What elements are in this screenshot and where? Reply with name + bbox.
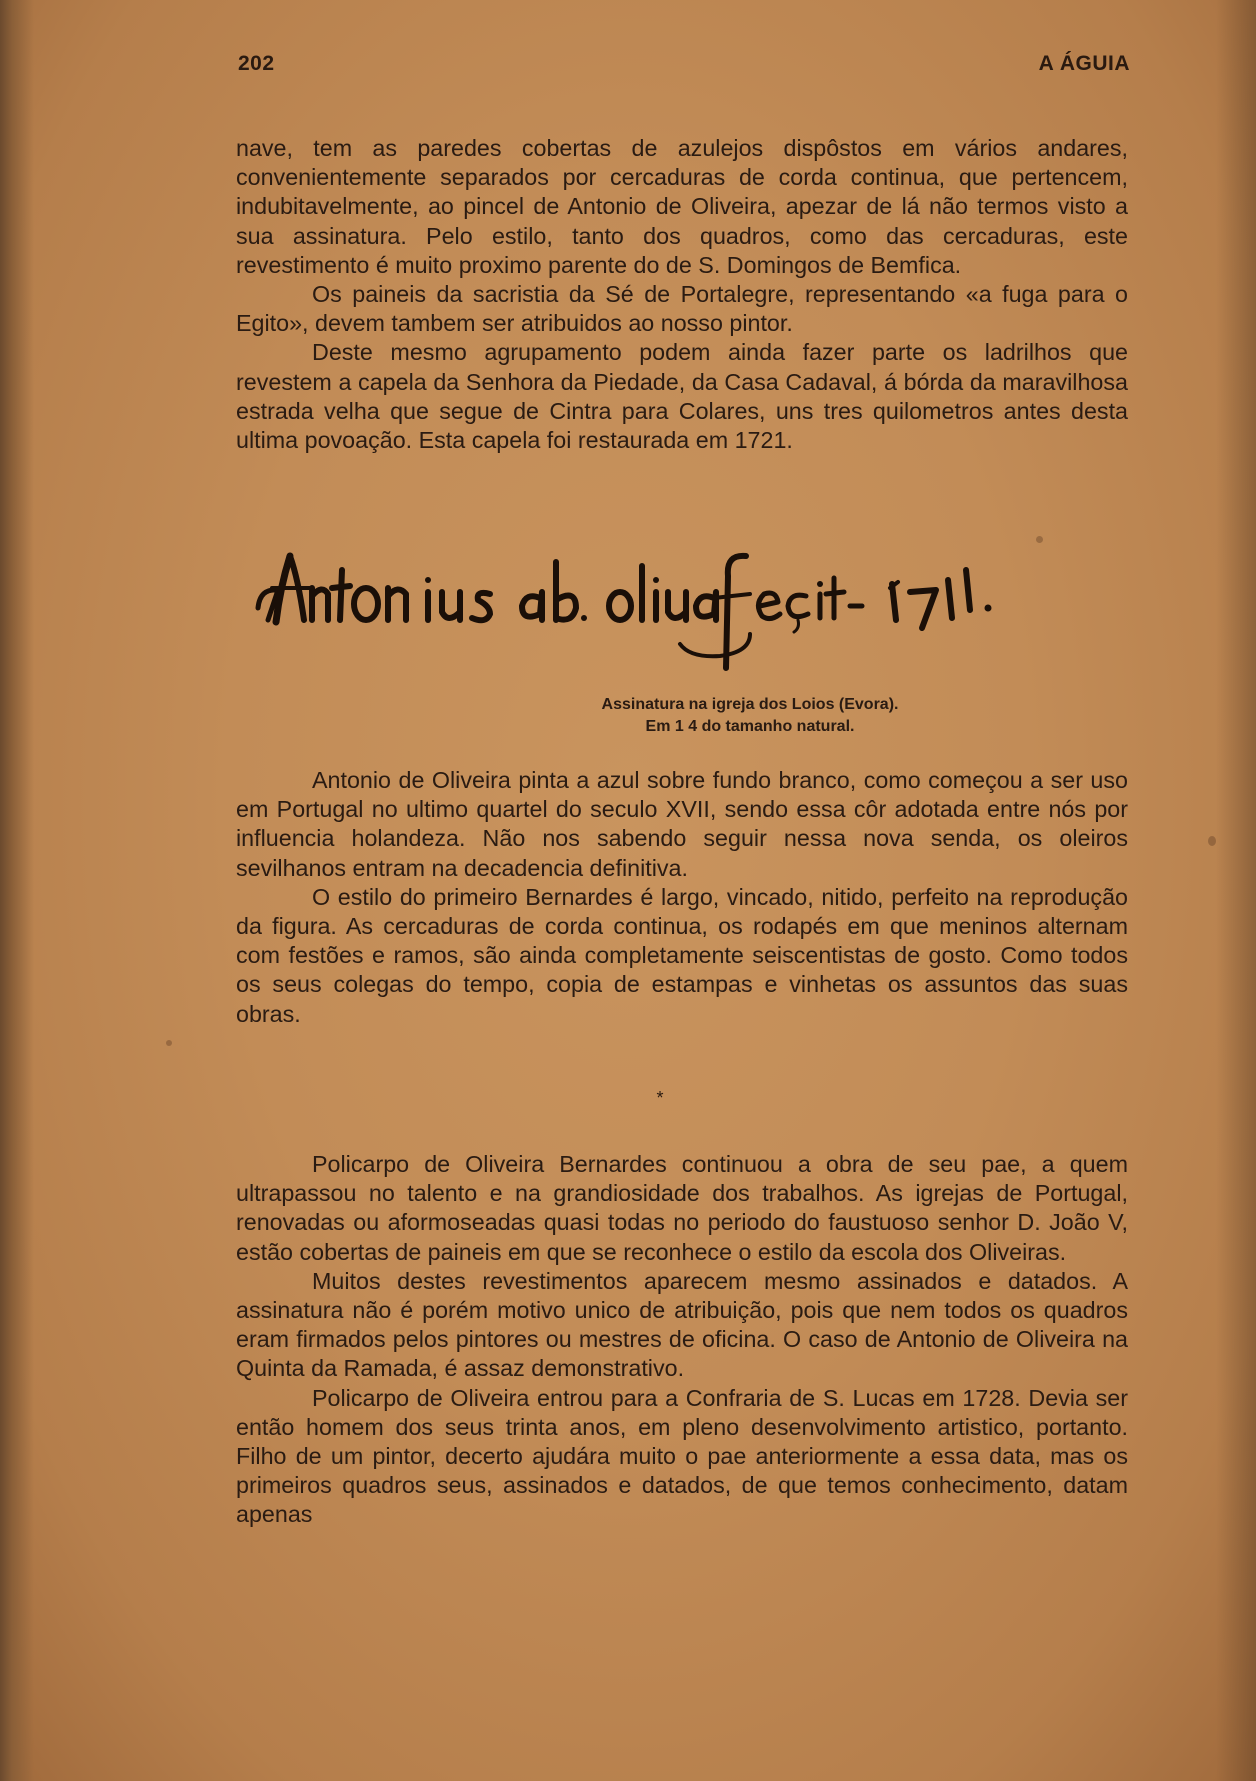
paragraph: Policarpo de Oliveira Bernardes continuou a obra de seu pae, a quem ultrapassou no talento e na grandiosidade dos trabalhos. As igrejas de Portugal, renovadas ou aformoseadas quasi todas no periodo do faustuoso senhor D. João V, estão cobertas de paineis em que se reconhece o estilo da escola dos Oliveiras.	[236, 1151, 1128, 1265]
paper-stain	[166, 1040, 172, 1046]
handwritten-signature	[250, 548, 1150, 698]
paragraph: Antonio de Oliveira pinta a azul sobre fundo branco, como começou a ser uso em Portugal no ultimo quartel do seculo XVII, sendo essa côr adotada entre nós por influencia holandeza. Não nos sabendo seguir nessa nova senda, os oleiros sevilhanos entram na decadencia definitiva.	[236, 767, 1128, 881]
paragraph: nave, tem as paredes cobertas de azulejos dispôstos em vários andares, convenientemente separados por cercaduras de corda continua, que pertencem, indubitavelmente, ao pincel de Antonio de Oliveira, apezar de lá não termos visto a sua assinatura. Pelo estilo, tanto dos quadros, como das cercaduras, este revestimento é muito proximo parente do de S. Domingos de Bemfica.	[236, 135, 1128, 278]
paper-stain	[1036, 536, 1043, 543]
paragraph: Policarpo de Oliveira entrou para a Confraria de S. Lucas em 1728. Devia ser então homem dos seus trinta anos, em pleno desenvolvimento artistico, portanto. Filho de um pintor, decerto ajudára muito o pae anteriormente a essa data, mas os primeiros quadros seus, assinados e datados, de que temos conhecimento, datam apenas	[236, 1384, 1128, 1528]
paragraph: Os paineis da sacristia da Sé de Portalegre, representando «a fuga para o Egito», devem tambem ser atribuidos ao nosso pintor.	[236, 281, 1128, 337]
journal-title: A ÁGUIA	[1038, 52, 1130, 75]
text-block-top	[236, 134, 1128, 455]
caption-line: Assinatura na igreja dos Loios (Evora).	[601, 696, 899, 713]
section-separator: *	[656, 1088, 664, 1108]
running-head	[238, 52, 1130, 82]
paragraph: O estilo do primeiro Bernardes é largo, vincado, nitido, perfeito na reprodução da figura. As cercaduras de corda continua, os rodapés em que meninos alternam com festões e ramos, são ainda completamente seiscentistas de gosto. Como todos os seus colegas do tempo, copia de estampas e vinhetas os assuntos das suas obras.	[236, 883, 1128, 1027]
figure-caption	[300, 694, 1200, 738]
paragraph: Deste mesmo agrupamento podem ainda fazer parte os ladrilhos que revestem a capela da Senhora da Piedade, da Casa Cadaval, á bórda da maravilhosa estrada velha que segue de Cintra para Colares, uns tres quilometros antes desta ultima povoação. Esta capela foi restaurada em 1721.	[236, 339, 1128, 454]
text-block-middle	[236, 766, 1128, 1029]
caption-line: Em 1 4 do tamanho natural.	[645, 718, 855, 735]
text-block-bottom	[236, 1150, 1128, 1530]
signature-image	[250, 548, 1150, 698]
page-number: 202	[238, 52, 275, 75]
paragraph: Muitos destes revestimentos aparecem mesmo assinados e datados. A assinatura não é porém motivo unico de atribuição, pois que nem todos os quadros eram firmados pelos pintores ou mestres de oficina. O caso de Antonio de Oliveira na Quinta da Ramada, é assaz demonstrativo.	[236, 1267, 1128, 1382]
paper-stain	[1208, 836, 1216, 846]
